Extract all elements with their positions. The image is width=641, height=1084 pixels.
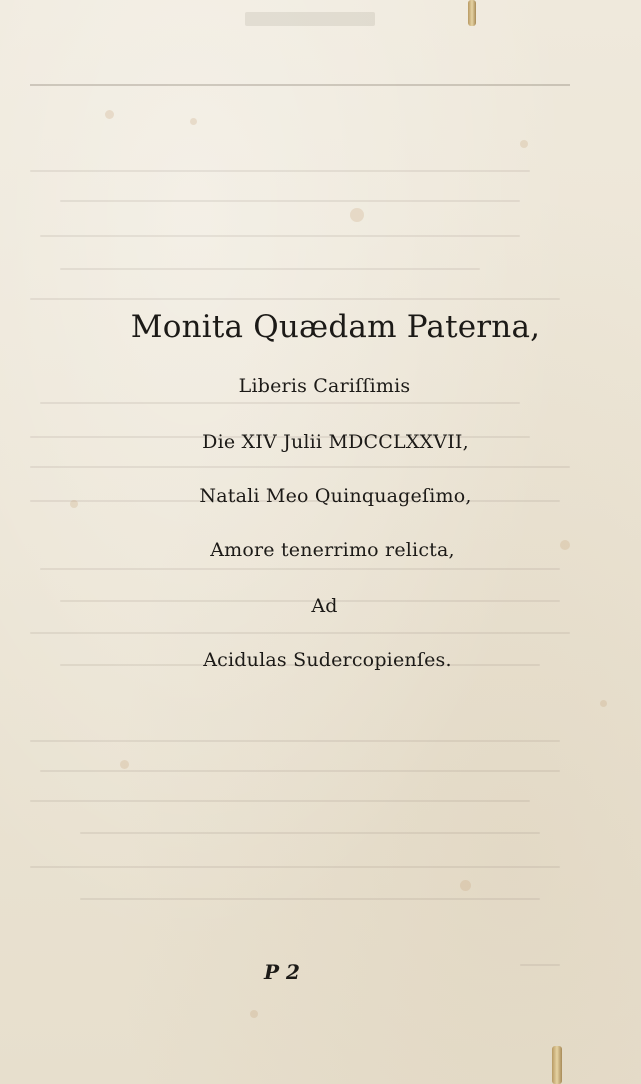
header-rule <box>30 84 570 86</box>
title-line-3: Die XIV Julii MDCCLXXVII, <box>202 431 469 453</box>
title-line-6: Ad <box>311 595 338 617</box>
foxing-spot <box>250 1010 258 1018</box>
pin-bottom <box>552 1046 562 1084</box>
foxing-spot <box>190 118 197 125</box>
foxing-spot <box>105 110 114 119</box>
title-line-7: Acidulas Sudercopienſes. <box>203 649 452 671</box>
signature-mark: P 2 <box>264 960 300 984</box>
foxing-spot <box>350 208 364 222</box>
title-line-1: Monita Quædam Paterna, <box>130 309 541 345</box>
foxing-spot <box>460 880 471 891</box>
foxing-spot <box>120 760 129 769</box>
foxing-spot <box>520 140 528 148</box>
title-line-4: Natali Meo Quinquageſimo, <box>199 485 472 507</box>
running-head-bleed <box>245 12 375 26</box>
title-line-2: Liberis Cariſſimis <box>238 375 411 397</box>
pin-top <box>468 0 476 26</box>
foxing-spot <box>600 700 607 707</box>
title-line-5: Amore tenerrimo relicta, <box>210 539 455 561</box>
title-block <box>0 296 641 674</box>
